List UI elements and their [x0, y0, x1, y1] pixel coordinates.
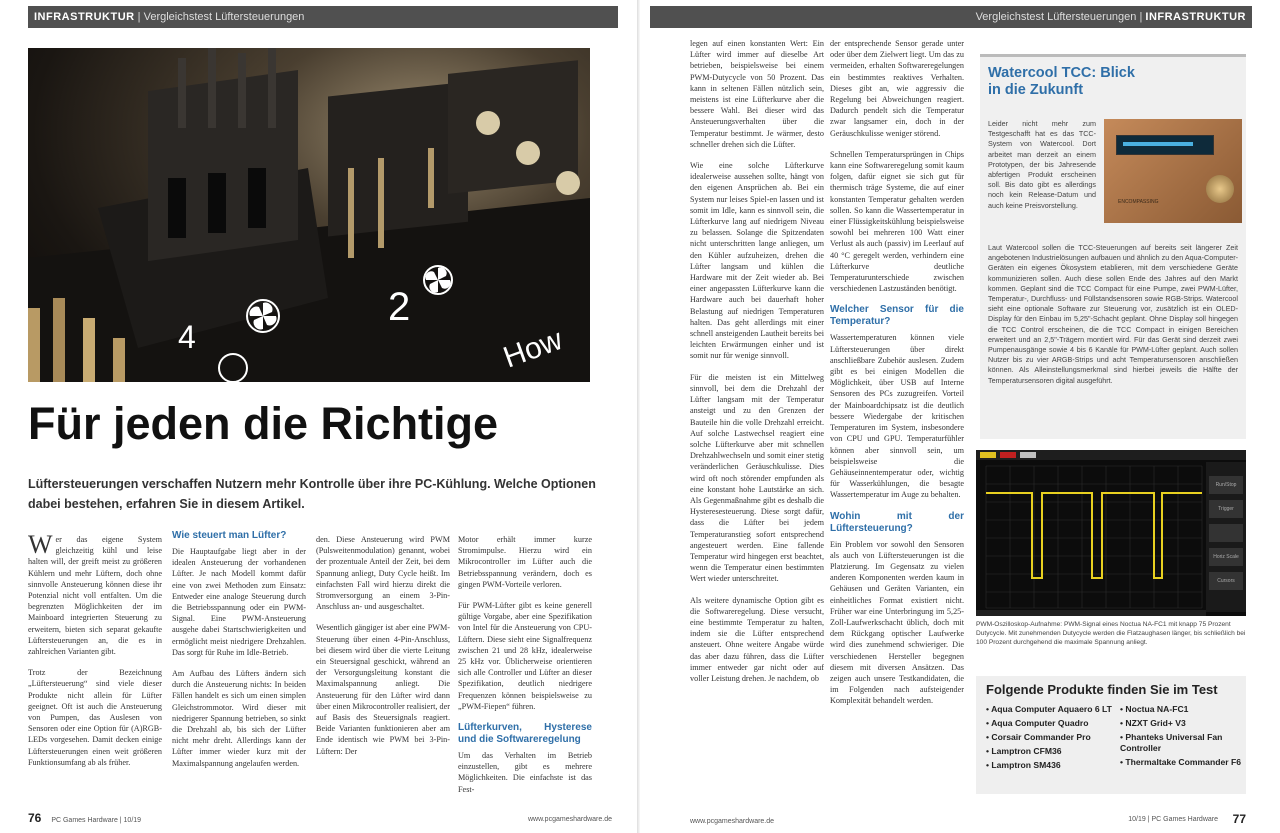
scope-grid [986, 466, 1202, 608]
product-item: • Lamptron CFM36 [986, 746, 1114, 757]
scope-button-2: Trigger [1209, 500, 1243, 518]
device-knob [1206, 175, 1234, 203]
subhead-wie-steuert: Wie steuert man Lüfter? [172, 530, 287, 541]
r-col1-paragraph-4: Als weitere dynamische Option gibt es die Softwareregelung. Diese versucht, eine bestimmte Temperatur zu halten, indem sie die Lüfter entsprechend ansteuert. Ohne weitere Angabe würde das aber dazu führen, dass die Lüfter immer entweder gar nicht oder auf voller Leistung drehen. Je nachdem, ob [690, 595, 824, 683]
products-list-1 [986, 704, 1114, 774]
col4-paragraph-1: Motor erhält immer kurze Stromimpulse. Hierzu wird ein Mikrocontroller im Lüfter auch die Betriebsspannung verändern, doch es gingen PWM-Vorteile verloren. [458, 535, 592, 589]
left-column-2 [172, 528, 306, 804]
page-number-right: 77 [1232, 812, 1246, 826]
right-column-1 [690, 38, 824, 804]
col4-paragraph-3: Um das Verhalten im Betrieb einzustellen, gibt es mehrere Möglichkeiten. Die einfachste ist das Fest- [458, 751, 592, 794]
r-col2-paragraph-3: Wassertemperaturen können viele Lüftersteuerungen über direkt anschließbare Zubehör auslesen. Zudem gibt es bei einigen Modellen die Möglichkeit, über USB auf Interne Sensoren des PCs zuzugreifen. Vorteil der Mainboardchipsatz ist die deutlich bessere Wiedergabe der kritischen Temperaturen im System, insbesondere von CPU und GPU. Temperaturfühler können aber sinnvoll sein, um beispielsweise die Gehäuseinnentemperatur oder, wichtig für Wasserkühlungen, die besagte Wassertemperatur im Auge zu behalten. [830, 333, 964, 500]
scope-button-3 [1209, 524, 1243, 542]
pwm-trace [986, 493, 1202, 578]
article-title: Für jeden die Richtige [28, 398, 499, 449]
footer-url-left: www.pcgameshardware.de [527, 816, 612, 823]
scope-button-4: Horiz Scale [1209, 548, 1243, 566]
r-col2-paragraph-1: der entsprechende Sensor gerade unter oder über dem Zielwert liegt. Um das zu vermeiden, erhalten Softwareregelungen ein bestimmtes reaktives Verhalten. Dieses gibt an, wie aggressiv die Regelung bei Abweichungen reagiert. Dadurch pendelt sich die Temperatur zwar langsamer ein, doch in der Geräuschkulisse weniger störend. [830, 39, 964, 138]
infobox-title: Watercool TCC: Blick in die Zukunft [988, 65, 1135, 98]
subhead-welcher-sensor: Welcher Sensor für die Temperatur? [830, 304, 964, 328]
col1-paragraph-2: Trotz der Bezeichnung „Lüftersteuerung“ sind viele dieser Produkte nicht allein für Lüfter geeignet. Oft ist auch die Ansteuerung von Pumpen, das Auslesen von Sensoren oder eine Option für (A)RGB-LEDs vorgesehen. Damit decken einige Lüftersteuerungen einen weit größeren Funktionsumfang ab als früher. [28, 668, 162, 767]
section-label-right: INFRASTRUKTUR [1145, 11, 1246, 23]
product-item: • NZXT Grid+ V3 [1120, 718, 1242, 729]
oscilloscope-caption: PWM-Oszilloskop-Aufnahme: PWM-Signal eines Noctua NA-FC1 mit knapp 75 Prozent Dutycycle. Mit zunehmenden Dutycycle werden die Flatzaughasen länger, bis schließlich bei 100 Prozent durchgehend die maximale Spannung anliegt. [976, 621, 1246, 646]
hero-photo [28, 48, 590, 382]
page-number-left: 76 [28, 811, 42, 825]
right-header-bar: Vergleichstest Lüftersteuerungen | INFRASTRUKTUR [650, 6, 1252, 28]
product-item: • Thermaltake Commander F6 [1120, 757, 1242, 768]
left-header-bar: INFRASTRUKTUR | Vergleichstest Lüftersteuerungen [28, 6, 618, 28]
product-item: • Lamptron SM436 [986, 760, 1114, 771]
infobox-text-1: Leider nicht mehr zum Testgeschafft hat es das TCC-System von Watercool. Dort arbeitet man derzeit an einem Prototypen, der bis Jahresende abfertigen Produkt erscheinen soll. Bis dato gibt es allerdings noch kein Release-Datum und auch keine Preisvorstellung. [988, 119, 1096, 210]
left-column-1 [28, 534, 162, 804]
section-sublabel: Vergleichstest Lüftersteuerungen [143, 11, 305, 23]
article-lede: Lüftersteuerungen verschaffen Nutzern mehr Kontrolle über ihre PC-Kühlung. Welche Optionen dabei bestehen, erfahren Sie in diesem Artikel. [28, 477, 596, 511]
col4-paragraph-2: Für PWM-Lüfter gibt es keine generell gültige Vorgabe, aber eine Spezifikation von Intel für die Ansteuerung von CPU-Lüftern. Diese sieht eine Signalfrequenz zwischen 21 und 28 kHz, idealerweise 25 kHz vor. Üblicherweise orientieren sich alle Controller und Lüfter an dieser Spezifikation, deutlich niedrigere Frequenzen können beispielsweise zu „PWM-Fiepen“ führen. [458, 601, 592, 711]
device-display [1116, 135, 1214, 155]
product-item: • Aqua Computer Aquaero 6 LT [986, 704, 1114, 715]
footer-url-right: www.pcgameshardware.de [690, 818, 775, 825]
product-item: • Aqua Computer Quadro [986, 718, 1114, 729]
col3-paragraph-1: den. Diese Ansteuerung wird PWM (Pulsweitenmodulation) genannt, wobei der prozentuale Anteil der Zeit, bei dem Spannung anliegt, Duty Cycle heißt. Im einfachsten Fall wird hierzu direkt die Stromversorgung an einem 3-Pin-Anschluss an- und ausgeschaltet. [316, 535, 450, 612]
oscilloscope-art [976, 450, 1246, 616]
section-sublabel-right: Vergleichstest Lüftersteuerungen [975, 11, 1137, 23]
r-col1-paragraph-2: Wie eine solche Lüfterkurve idealerweise aussehen sollte, hängt von den eigenen Ansprüchen ab. Bei ein System nur leises Spiel-en lassen und ist somit im Idle, kann es sinnvoll sein, die Lüfterkurve lang auf niedrigem Niveau zu belassen. Solange die Spitzendaten nicht unterschritten lange anliegen, um den Kühler aufzuheizen, drehen die Lüfter langsam und kühlen die Hardware mit der Zeit wieder ab. Bei einer angepassten Lüfterkurve kann die Hardware auch bei dauerhaft hoher Belastung auf niedrigen Temperaturen halten. Das geht allerdings mit einer schnell ansteigenden Lautheit bereits bei leichten Erwärmungen einher und ist somit nur für wenige sinnvoll. [690, 161, 824, 361]
subhead-wohin: Wohin mit der Lüftersteuerung? [830, 510, 964, 534]
subhead-luefterkurven: Lüfterkurven, Hysterese und die Softwareregelung [458, 722, 592, 746]
products-title: Folgende Produkte finden Sie im Test [986, 682, 1218, 697]
product-item: • Noctua NA-FC1 [1120, 704, 1242, 715]
right-page [640, 0, 1280, 833]
left-footer [28, 811, 612, 825]
device-label: ENCOMPASSING [1118, 199, 1159, 205]
col2-paragraph-1: Die Hauptaufgabe liegt aber in der idealen Ansteuerung der vorhandenen Lüfter. Je nach Modell kommt dafür eine von zwei Methoden zum Einsatz: Entweder eine analoge Steuerung durch die Betriebsspannung oder ein PWM-Signal. Eine PWM-Ansteuerung ausgehe dabei Startschwierigkeiten und ermöglicht meist niedrigere Drehzahlen. Das sorgt für Ruhe im Idle-Betrieb. [172, 547, 306, 657]
col3-paragraph-2: Wesentlich gängiger ist aber eine PWM-Steuerung über einen 4-Pin-Anschluss, bei diesem wird über die vierte Leitung ein Steuersignal geschickt, während an der Versorgungsleitung konstant die Maximalspannung anliegt. Die Ansteuerung für den Lüfter wird dann über einen Mikrocontroller realisiert, der auf Basis des Steuersignals reagiert. Beide Varianten funktionieren aber am Ende identisch wie PWM bei 3-Pin-Lüftern: Der [316, 623, 450, 756]
silk-number-4: 4 [178, 319, 196, 355]
r-col2-paragraph-2: Schnellen Temperatursprüngen in Chips kann eine Softwareregelung somit kaum folgen, dafür eignet sie sich gut für thermisch träge Systeme, die auf einer konstanten Temperatur gehalten werden sollen. So kann die Wassertemperatur in einer Flüssigkeitskühlung beispielsweise sowohl bei mehreren 100 Watt einer Verlust als auch (passiv) im Leerlauf auf 40 °C geregelt werden, verhindern eine Lüfterkurve deutliche Temperaturunterschiede zwischen verschiedenen Lastzuständen benötigt. [830, 149, 964, 294]
scope-button-5: Cursors [1209, 572, 1243, 590]
products-list-2 [1120, 704, 1242, 771]
product-item: • Corsair Commander Pro [986, 732, 1114, 743]
oscilloscope-screenshot [976, 450, 1246, 616]
scope-button-1: Run/Stop [1209, 476, 1243, 494]
infobox-text-2: Laut Watercool sollen die TCC-Steuerungen auf bereits seit längerer Zeit angebotenen Industrielösungen aufbauen und ähnlich zu den Aqua-Computer-Geräten ein eigenes Ökosystem etablieren, mit dem verschiedene Geräte kommunizieren sollen. Auch diese sollen Ende des Jahres auf den Markt kommen. Geplant sind die TCC Compact für eine Pumpe, zwei PWM-Lüfter, Temperatur-, Durchfluss- und Füllstandsensoren sowie RGB-Strips. Watercool sieht eine optionale Software zur Steuerung vor, zusätzlich ist ein OLED-Display für den Einbau im 5,25"-Schacht geplant. Ohne Display soll hingegen die TCC Control erscheinen, die die TCC Compact in einigen Bereichen erweitert und an 2,5"-Trägern montiert wird. Für das Gerät sind derzeit zwei Pumpenausgänge sowie 4 bis 6 Kanäle für PWM-Lüfter geplant. Auch sollen Nutzer bis zu vier ARGB-Strips und acht Temperatursensoren anschließen können. Als Alleinstellungsmerkmal sind hierbei jeweils die Hälfte der Temperatursensoren digital ausgeführt. [988, 243, 1238, 385]
section-label: INFRASTRUKTUR [34, 11, 135, 23]
col1-paragraph-1: er das eigene System gleichzeitig kühl und leise halten will, der greift meist zu größeren Kühlern und mehr Lüftern, doch ohne sinnvolle Ansteuerung können diese ihr Potenzial nicht voll entfalten. Um die begrenzten Möglichkeiten der im Mainboard integrierten Steuerung zu erweitern, bieten sich separat gekaufte Lüftersteuerungen an, die es in zahlreichen Varianten gibt. [28, 535, 162, 657]
col2-paragraph-2: Am Aufbau des Lüfters ändern sich durch die Ansteuerung nichts: In beiden Fällen handelt es sich um einen simplen Gleichstrommotor. Wird dieser mit niedrigerer Spannung betrieben, so sinkt die Drehzahl ab, bis sich der Lüfter nicht mehr dreht. Allerdings kann der Lüfter immer wieder kurz mit der Maximalspannung angelaufen werden. [172, 669, 306, 768]
footer-magazine-right: 10/19 | PC Games Hardware [1128, 816, 1218, 823]
silk-text: How [499, 323, 567, 375]
right-column-2 [830, 38, 964, 804]
left-column-3 [316, 534, 450, 804]
silk-number-2: 2 [388, 285, 411, 329]
r-col1-paragraph-3: Für die meisten ist ein Mittelweg sinnvoll, bei dem die Drehzahl der Lüfter langsam mit der Temperatur ansteigt und zu den Grenzen der Bauteile hin die volle Drehzahl erreicht. Auf solche Lastwechsel reagiert eine solche Lüfterkurve aber mit schnellen Drehzahlwechseln und somit einer stetig veränderlichen Geräuschkulisse. Dies wird oft noch störender empfunden als eine konstant hohe Lautstärke an sich. Als Gegenmaßnahme gibt es deshalb die Hysteresesteuerung. Diese sorgt dafür, dass die Lüfter bei jedem Temperaturanstieg sofort entsprechend angesteuert werden. Eine fallende Temperatur wird hingegen erst beachtet, wenn die Temperatur einen bestimmten Wert wieder unterschreitet. [690, 372, 824, 584]
products-box [976, 676, 1246, 794]
product-item: • Phanteks Universal Fan Controller [1120, 732, 1242, 754]
drop-cap: W [28, 534, 53, 559]
watercool-device-photo [1104, 119, 1242, 223]
r-col2-paragraph-4: Ein Problem vor sowohl den Sensoren als auch von Lüftersteuerungen ist die Platzierung. Im Gegensatz zu vielen anderen Komponenten werden kaum in Gehäusen und Geräten Varianten, ein einheitliches Format existiert nicht. Früher war eine Unterbringung im 5,25-Zoll-Laufwerkschacht üblich, doch mit dem Rückgang optischer Laufwerke wird dies zunehmend schwieriger. Die verschiedenen Hersteller begegnen diesem mit diversen Ansätzen. Das zeigen auch unsere Testkandidaten, die im Folgenden nach aufsteigender Komplexität behandelt werden. [830, 539, 964, 706]
watercool-infobox [980, 54, 1246, 439]
footer-magazine-left: PC Games Hardware | 10/19 [51, 817, 142, 824]
hero-photo-art [28, 48, 590, 382]
r-col1-paragraph-1: legen auf einen konstanten Wert: Ein Lüfter wird immer auf dieselbe Art betrieben, beispielsweise bei einem PWM-Dutycycle von 50 Prozent. Das kann in seltenen Fällen nützlich sein, meistens ist eine Lüfterkurve aber die bessere Wahl. Bei dieser wird das Ansteuerungsverhalten über die Temperatur bestimmt. Je wärmer, desto schneller drehen sich die Lüfter. [690, 39, 824, 149]
right-footer [690, 812, 1246, 826]
left-column-4 [458, 534, 592, 804]
